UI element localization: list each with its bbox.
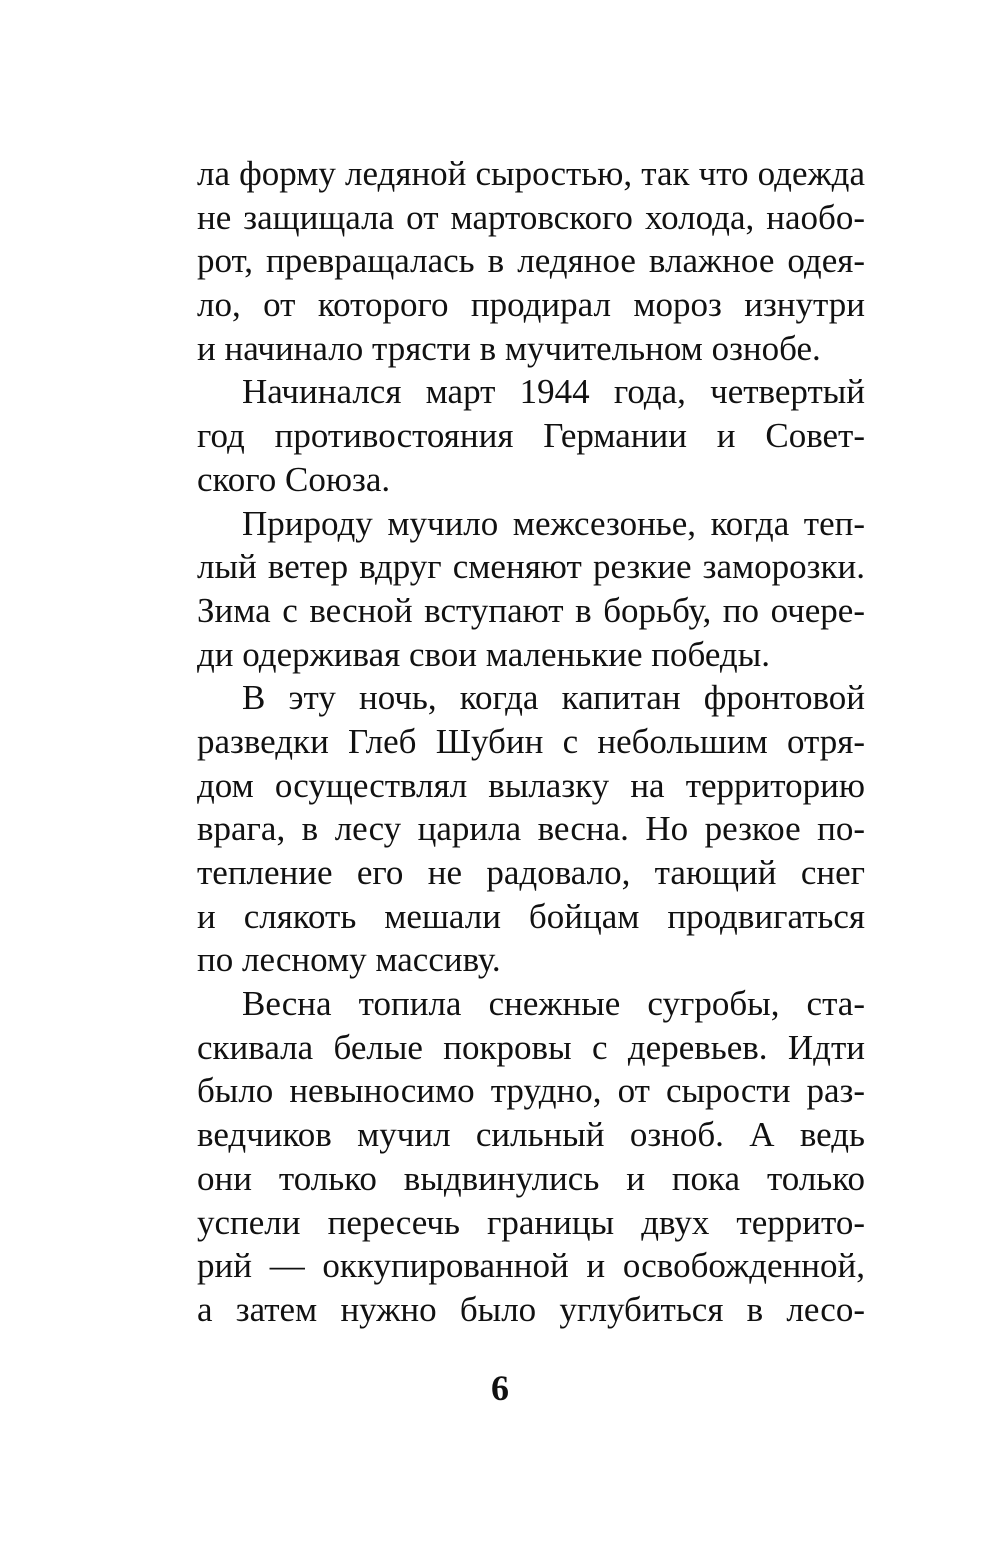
text-line: ло, от которого продирал мороз изнутри	[197, 285, 865, 325]
text-line: Природу мучило межсезонье, когда теп-	[242, 503, 865, 543]
text-line: ведчиков мучил сильный озноб. А ведь	[197, 1115, 865, 1155]
text-line: скивала белые покровы с деревьев. Идти	[197, 1027, 865, 1067]
paragraph-5	[197, 982, 865, 1332]
text-line: лый ветер вдруг сменяют резкие заморозки.	[197, 547, 865, 587]
text-line: и начинало трясти в мучительном ознобе.	[197, 328, 821, 368]
paragraph-2	[197, 370, 865, 501]
text-line: они только выдвинулись и пока только	[197, 1158, 865, 1198]
text-line: а затем нужно было углубиться в лесо-	[197, 1289, 865, 1329]
paragraph-3	[197, 502, 865, 677]
page-number: 6	[491, 1368, 509, 1408]
text-line: В эту ночь, когда капитан фронтовой	[242, 678, 865, 718]
paragraph-4	[197, 676, 865, 982]
text-line: успели пересечь границы двух террито-	[197, 1202, 865, 1242]
text-line: врага, в лесу царила весна. Но резкое по-	[197, 809, 865, 849]
text-line: по лесному массиву.	[197, 940, 501, 980]
text-line: не защищала от мартовского холода, наобо-	[197, 197, 865, 237]
text-line: дом осуществлял вылазку на территорию	[197, 765, 865, 805]
text-line: ского Союза.	[197, 459, 391, 499]
text-line: и слякоть мешали бойцам продвигаться	[197, 896, 865, 936]
text-line: тепление его не радовало, тающий снег	[197, 853, 865, 892]
text-line: Зима с весной вступают в борьбу, по очере-	[197, 590, 865, 630]
text-line: год противостояния Германии и Совет-	[197, 416, 865, 456]
text-line: было невыносимо трудно, от сырости раз-	[197, 1071, 865, 1111]
text-line: ла форму ледяной сыростью, так что одежда	[197, 154, 865, 193]
text-line: Весна топила снежные сугробы, ста-	[242, 984, 865, 1024]
paragraph-1	[197, 152, 865, 370]
text-line: ди одерживая свои маленькие победы.	[197, 634, 770, 674]
text-line: рий — оккупированной и освобожденной,	[197, 1246, 865, 1286]
text-line: Начинался март 1944 года, четвертый	[242, 372, 865, 412]
text-line: рот, превращалась в ледяное влажное одея-	[197, 241, 865, 281]
page-body	[197, 152, 865, 1332]
text-line: разведки Глеб Шубин с небольшим отря-	[197, 721, 865, 761]
